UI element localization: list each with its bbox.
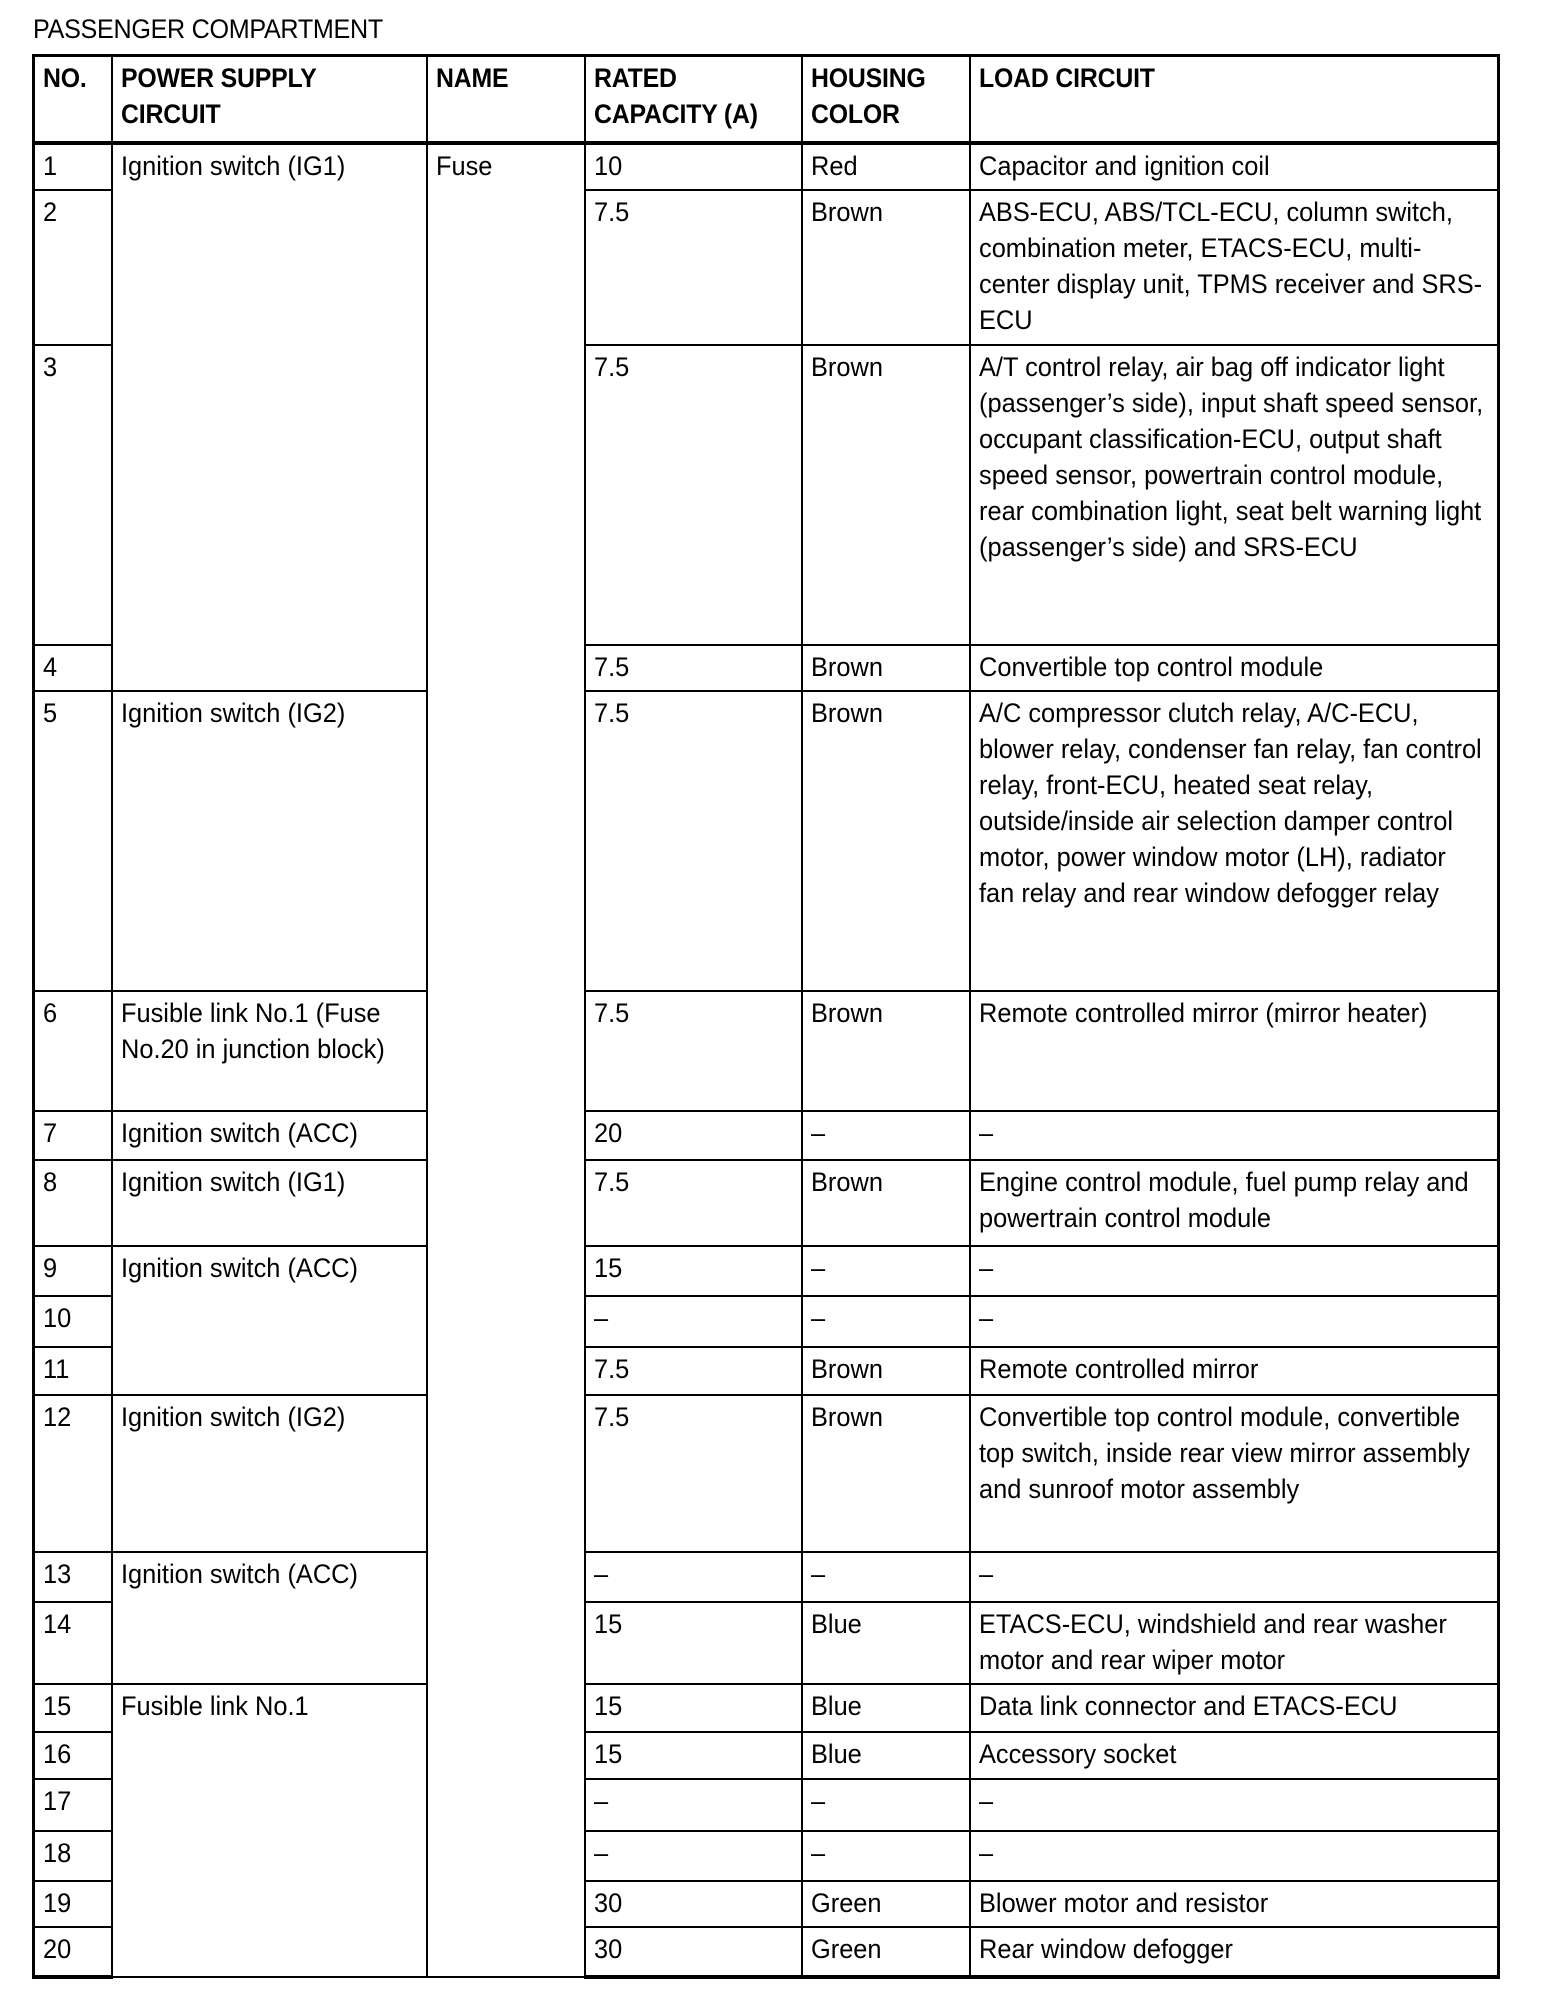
cell-housing-color: Green (802, 1881, 970, 1927)
header-housing-color: HOUSING COLOR (802, 56, 970, 144)
cell-load-circuit: Engine control module, fuel pump relay and powertrain control module (970, 1160, 1499, 1246)
table-row (34, 691, 1499, 991)
cell-load-circuit: – (970, 1779, 1499, 1831)
table-header-row (34, 56, 1499, 144)
cell-housing-color: Brown (802, 691, 970, 991)
cell-power-supply-circuit: Ignition switch (IG2) (112, 691, 427, 991)
cell-power-supply-circuit: Ignition switch (IG1) (112, 1160, 427, 1246)
cell-load-circuit: – (970, 1246, 1499, 1296)
cell-no: 18 (34, 1831, 112, 1881)
fuse-table (32, 54, 1500, 1979)
cell-no: 4 (34, 645, 112, 691)
cell-power-supply-circuit: Ignition switch (ACC) (112, 1246, 427, 1395)
cell-power-supply-circuit: Ignition switch (IG2) (112, 1395, 427, 1552)
cell-power-supply-circuit: Fusible link No.1 (Fuse No.20 in junction block) (112, 991, 427, 1111)
cell-load-circuit: ETACS-ECU, windshield and rear washer motor and rear wiper motor (970, 1602, 1499, 1684)
cell-housing-color: Brown (802, 1160, 970, 1246)
cell-housing-color: Blue (802, 1602, 970, 1684)
cell-housing-color: Brown (802, 991, 970, 1111)
cell-load-circuit: A/C compressor clutch relay, A/C-ECU, blower relay, condenser fan relay, fan control relay, front-ECU, heated seat relay, outside/inside air selection damper control motor, power window motor (LH), radiator fan relay and rear window defogger relay (970, 691, 1499, 991)
cell-housing-color: Brown (802, 645, 970, 691)
cell-housing-color: – (802, 1831, 970, 1881)
cell-rated-capacity: 15 (585, 1602, 802, 1684)
cell-no: 5 (34, 691, 112, 991)
table-row (34, 1552, 1499, 1602)
table-row (34, 1111, 1499, 1160)
cell-rated-capacity: 10 (585, 143, 802, 190)
cell-no: 15 (34, 1684, 112, 1732)
cell-no: 12 (34, 1395, 112, 1552)
section-title: PASSENGER COMPARTMENT (33, 14, 383, 44)
cell-no: 6 (34, 991, 112, 1111)
cell-rated-capacity: 7.5 (585, 1395, 802, 1552)
cell-load-circuit: Data link connector and ETACS-ECU (970, 1684, 1499, 1732)
cell-no: 7 (34, 1111, 112, 1160)
cell-rated-capacity: 15 (585, 1246, 802, 1296)
cell-load-circuit: Remote controlled mirror (970, 1347, 1499, 1395)
cell-no: 9 (34, 1246, 112, 1296)
cell-no: 11 (34, 1347, 112, 1395)
cell-rated-capacity: 7.5 (585, 1347, 802, 1395)
cell-housing-color: Green (802, 1927, 970, 1977)
cell-no: 8 (34, 1160, 112, 1246)
cell-housing-color: Red (802, 143, 970, 190)
cell-power-supply-circuit: Fusible link No.1 (112, 1684, 427, 1977)
cell-housing-color: – (802, 1779, 970, 1831)
cell-no: 16 (34, 1732, 112, 1779)
table-row (34, 1160, 1499, 1246)
cell-load-circuit: Rear window defogger (970, 1927, 1499, 1977)
cell-no: 19 (34, 1881, 112, 1927)
cell-housing-color: – (802, 1552, 970, 1602)
cell-rated-capacity: 7.5 (585, 345, 802, 645)
cell-load-circuit: Accessory socket (970, 1732, 1499, 1779)
cell-load-circuit: Capacitor and ignition coil (970, 143, 1499, 190)
cell-rated-capacity: 30 (585, 1881, 802, 1927)
cell-rated-capacity: – (585, 1831, 802, 1881)
cell-rated-capacity: 7.5 (585, 190, 802, 345)
cell-housing-color: – (802, 1296, 970, 1347)
cell-power-supply-circuit: Ignition switch (IG1) (112, 143, 427, 691)
cell-no: 17 (34, 1779, 112, 1831)
cell-rated-capacity: – (585, 1779, 802, 1831)
cell-load-circuit: A/T control relay, air bag off indicator light (passenger’s side), input shaft speed sensor, occupant classification-ECU, output shaft speed sensor, powertrain control module, rear combination light, seat belt warning light (passenger’s side) and SRS-ECU (970, 345, 1499, 645)
cell-no: 14 (34, 1602, 112, 1684)
table-row (34, 1684, 1499, 1732)
cell-power-supply-circuit: Ignition switch (ACC) (112, 1111, 427, 1160)
cell-load-circuit: Blower motor and resistor (970, 1881, 1499, 1927)
table-row (34, 1395, 1499, 1552)
cell-rated-capacity: 7.5 (585, 645, 802, 691)
cell-housing-color: – (802, 1111, 970, 1160)
table-row (34, 991, 1499, 1111)
header-name: NAME (427, 56, 585, 144)
header-power-supply-circuit: POWER SUPPLY CIRCUIT (112, 56, 427, 144)
cell-rated-capacity: 7.5 (585, 991, 802, 1111)
cell-housing-color: Brown (802, 1395, 970, 1552)
cell-housing-color: Blue (802, 1732, 970, 1779)
cell-rated-capacity: – (585, 1296, 802, 1347)
cell-no: 2 (34, 190, 112, 345)
cell-load-circuit: – (970, 1831, 1499, 1881)
cell-load-circuit: ABS-ECU, ABS/TCL-ECU, column switch, combination meter, ETACS-ECU, multi-center display unit, TPMS receiver and SRS-ECU (970, 190, 1499, 345)
cell-rated-capacity: 15 (585, 1732, 802, 1779)
cell-no: 10 (34, 1296, 112, 1347)
table-row (34, 1246, 1499, 1296)
cell-load-circuit: – (970, 1552, 1499, 1602)
cell-no: 1 (34, 143, 112, 190)
cell-housing-color: Blue (802, 1684, 970, 1732)
cell-no: 13 (34, 1552, 112, 1602)
cell-load-circuit: Convertible top control module, convertible top switch, inside rear view mirror assembly and sunroof motor assembly (970, 1395, 1499, 1552)
header-no: NO. (34, 56, 112, 144)
cell-no: 3 (34, 345, 112, 645)
cell-load-circuit: – (970, 1296, 1499, 1347)
cell-rated-capacity: 30 (585, 1927, 802, 1977)
cell-housing-color: – (802, 1246, 970, 1296)
table-body (34, 143, 1499, 1977)
table-row (34, 143, 1499, 190)
cell-rated-capacity: 7.5 (585, 1160, 802, 1246)
cell-rated-capacity: 7.5 (585, 691, 802, 991)
cell-rated-capacity: – (585, 1552, 802, 1602)
cell-load-circuit: – (970, 1111, 1499, 1160)
header-load-circuit: LOAD CIRCUIT (970, 56, 1499, 144)
cell-load-circuit: Convertible top control module (970, 645, 1499, 691)
cell-housing-color: Brown (802, 345, 970, 645)
cell-load-circuit: Remote controlled mirror (mirror heater) (970, 991, 1499, 1111)
cell-rated-capacity: 20 (585, 1111, 802, 1160)
cell-rated-capacity: 15 (585, 1684, 802, 1732)
cell-no: 20 (34, 1927, 112, 1977)
header-rated-capacity: RATED CAPACITY (A) (585, 56, 802, 144)
cell-name: Fuse (427, 143, 585, 1977)
cell-power-supply-circuit: Ignition switch (ACC) (112, 1552, 427, 1684)
cell-housing-color: Brown (802, 1347, 970, 1395)
cell-housing-color: Brown (802, 190, 970, 345)
